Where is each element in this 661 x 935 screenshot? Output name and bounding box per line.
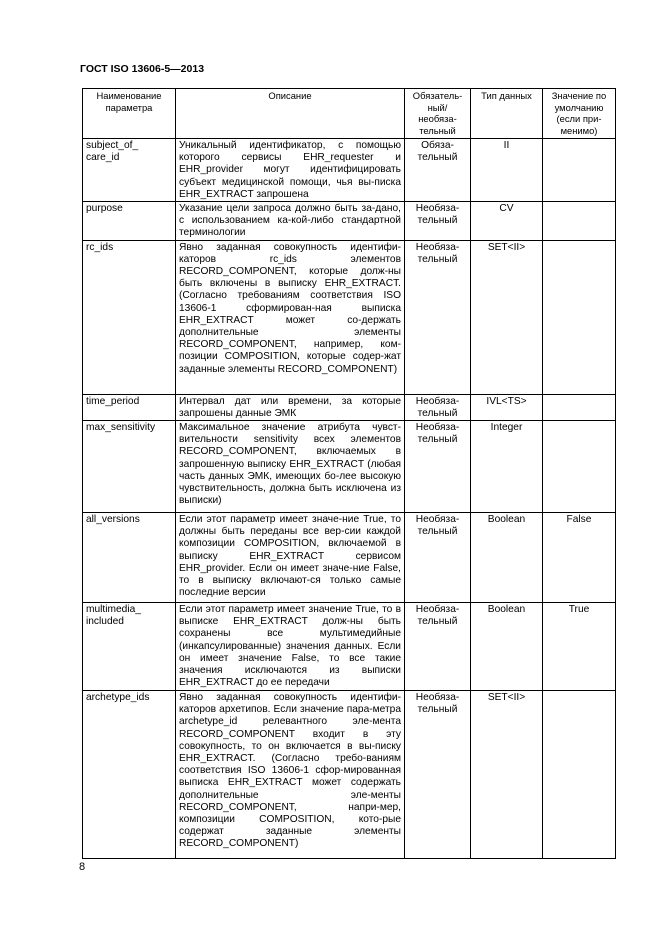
param-required: Необяза- тельный <box>405 691 471 859</box>
param-description: Указание цели запроса должно быть за-дано, с использованием ка-кой-либо стандартной терминологии <box>176 202 405 241</box>
param-type: IVL<TS> <box>471 394 543 420</box>
param-type: Boolean <box>471 513 543 603</box>
param-type: Boolean <box>471 603 543 691</box>
table-header-row <box>83 89 616 139</box>
page-number: 8 <box>79 861 86 873</box>
table-row <box>83 421 616 513</box>
param-name: purpose <box>83 202 176 241</box>
table-row <box>83 603 616 691</box>
param-type: II <box>471 139 543 202</box>
param-name: all_versions <box>83 513 176 603</box>
table-row <box>83 513 616 603</box>
param-name: subject_of_ care_id <box>83 139 176 202</box>
column-header-required: Обязатель- ный/ необяза- тельный <box>405 89 471 139</box>
param-description: Явно заданная совокупность идентифи-каторов архетипов. Если значение пара-метра archetype_id релевантного эле-мента RECORD_COMPONENT входит в эту совокупность, то он включается в вы-писку EHR_EXTRACT. (Согласно требо-ваниям соответствия ISO 13606-1 сфор-мированная выписка EHR_EXTRACT может содержать дополнительные эле-менты RECORD_COMPONENT, напри-мер, композиции COMPOSITION, кото-рые содержат заданные элементы RECORD_COMPONENT) <box>176 691 405 859</box>
param-type: SET<II> <box>471 691 543 859</box>
param-default <box>543 394 616 420</box>
param-name: archetype_ids <box>83 691 176 859</box>
table-row <box>83 240 616 394</box>
table-row <box>83 691 616 859</box>
param-required: Необяза- тельный <box>405 603 471 691</box>
param-description: Интервал дат или времени, за которые запрошены данные ЭМК <box>176 394 405 420</box>
column-header-name: Наименование параметра <box>83 89 176 139</box>
parameters-table <box>82 88 616 859</box>
param-required: Необяза- тельный <box>405 240 471 394</box>
param-required: Необяза- тельный <box>405 421 471 513</box>
param-type: CV <box>471 202 543 241</box>
param-default <box>543 421 616 513</box>
param-name: max_sensitivity <box>83 421 176 513</box>
table-row <box>83 139 616 202</box>
param-description: Явно заданная совокупность идентифи-каторов rc_ids элементов RECORD_COMPONENT, которые долж-ны быть включены в выписку EHR_EXTRACT. (Согласно требованиям соответствия ISO 13606-1 сформирован-ная выписка EHR_EXTRACT может со-держать дополнительные элементы RECORD_COMPONENT, например, ком-позиции COMPOSITION, которые содер-жат заданные элементы RECORD_COMPONENT) <box>176 240 405 394</box>
param-description: Максимальное значение атрибута чувст-вительности sensitivity всех элементов RECORD_COMPONENT, включаемых в запрошенную выписку EHR_EXTRACT (любая часть данных ЭМК, имеющих бо-лее высокую чувствительность, должна быть исключена из выписки) <box>176 421 405 513</box>
column-header-default: Значение по умолчанию (если при- менимо) <box>543 89 616 139</box>
param-description: Если этот параметр имеет значение True, то в выписке EHR_EXTRACT долж-ны быть сохранены все мультимедийные (инкапсулированные) значения данных. Если он имеет значение False, то все такие значения исключаются из выписки EHR_EXTRACT до ее передачи <box>176 603 405 691</box>
param-required: Необяза- тельный <box>405 394 471 420</box>
param-type: SET<II> <box>471 240 543 394</box>
param-required: Обяза- тельный <box>405 139 471 202</box>
param-description: Уникальный идентификатор, с помощью которого сервисы EHR_requester и EHR_provider могут идентифицировать субъект медицинской помощи, чья вы-писка EHR_EXTRACT запрошена <box>176 139 405 202</box>
param-type: Integer <box>471 421 543 513</box>
param-required: Необяза- тельный <box>405 513 471 603</box>
param-name: time_period <box>83 394 176 420</box>
param-default <box>543 691 616 859</box>
table-row <box>83 394 616 420</box>
param-default: False <box>543 513 616 603</box>
param-default <box>543 202 616 241</box>
param-default <box>543 240 616 394</box>
document-title: ГОСТ ISO 13606-5—2013 <box>80 63 205 75</box>
param-name: rc_ids <box>83 240 176 394</box>
param-name: multimedia_ included <box>83 603 176 691</box>
param-description: Если этот параметр имеет значе-ние True, то должны быть переданы все вер-сии каждой композиции COMPOSITION, включаемой в выписку EHR_EXTRACT сервисом EHR_provider. Если он имеет значе-ние False, то в выписку включают-ся только самые последние версии <box>176 513 405 603</box>
table-row <box>83 202 616 241</box>
column-header-description: Описание <box>176 89 405 139</box>
column-header-type: Тип данных <box>471 89 543 139</box>
param-default: True <box>543 603 616 691</box>
param-default <box>543 139 616 202</box>
param-required: Необяза- тельный <box>405 202 471 241</box>
